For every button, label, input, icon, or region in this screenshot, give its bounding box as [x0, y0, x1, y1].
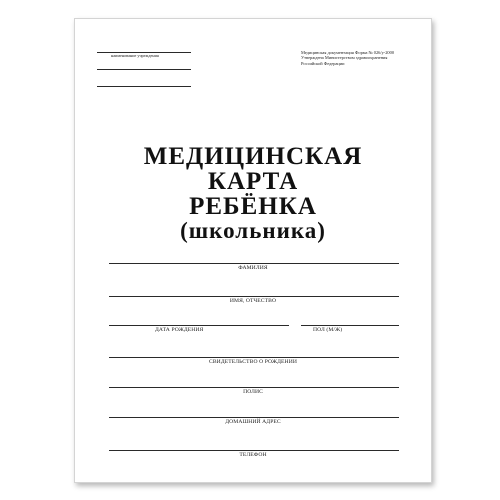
doc-info-line: Российской Федерации: [301, 60, 345, 66]
institution-caption: наименование учреждения: [111, 53, 159, 58]
title-line-2: КАРТА: [207, 168, 299, 195]
phone-line: [109, 450, 399, 451]
medical-card-cover: [74, 18, 432, 483]
home-address-line: [109, 417, 399, 418]
doc-info-line: Утверждена Министерством здравоохранения: [301, 55, 388, 61]
document-form-info: [301, 50, 394, 66]
name-patronymic-label: ИМЯ, ОТЧЕСТВО: [229, 298, 277, 304]
birth-date-line: [109, 325, 289, 326]
policy-line: [109, 387, 399, 388]
birth-certificate-line: [109, 357, 399, 358]
sex-line: [301, 325, 399, 326]
phone-label: ТЕЛЕФОН: [239, 452, 267, 458]
institution-line-2: [97, 69, 191, 70]
birth-certificate-label: СВИДЕТЕЛЬСТВО О РОЖДЕНИИ: [209, 359, 297, 365]
home-address-label: ДОМАШНИЙ АДРЕС: [225, 419, 281, 425]
name-patronymic-line: [109, 296, 399, 297]
sex-label: ПОЛ (М/Ж): [313, 327, 343, 333]
title-line-1: МЕДИЦИНСКАЯ: [143, 143, 363, 170]
policy-label: ПОЛИС: [243, 389, 263, 395]
surname-label: ФАМИЛИЯ: [238, 265, 268, 271]
title-line-3: РЕБЁНКА: [189, 193, 317, 220]
birth-date-label: ДАТА РОЖДЕНИЯ: [155, 327, 204, 333]
institution-line-3: [97, 86, 191, 87]
surname-line: [109, 263, 399, 264]
title-line-4: (школьника): [180, 218, 326, 243]
doc-info-line: Медицинская документация Форма № 026/у-2000: [301, 50, 395, 55]
